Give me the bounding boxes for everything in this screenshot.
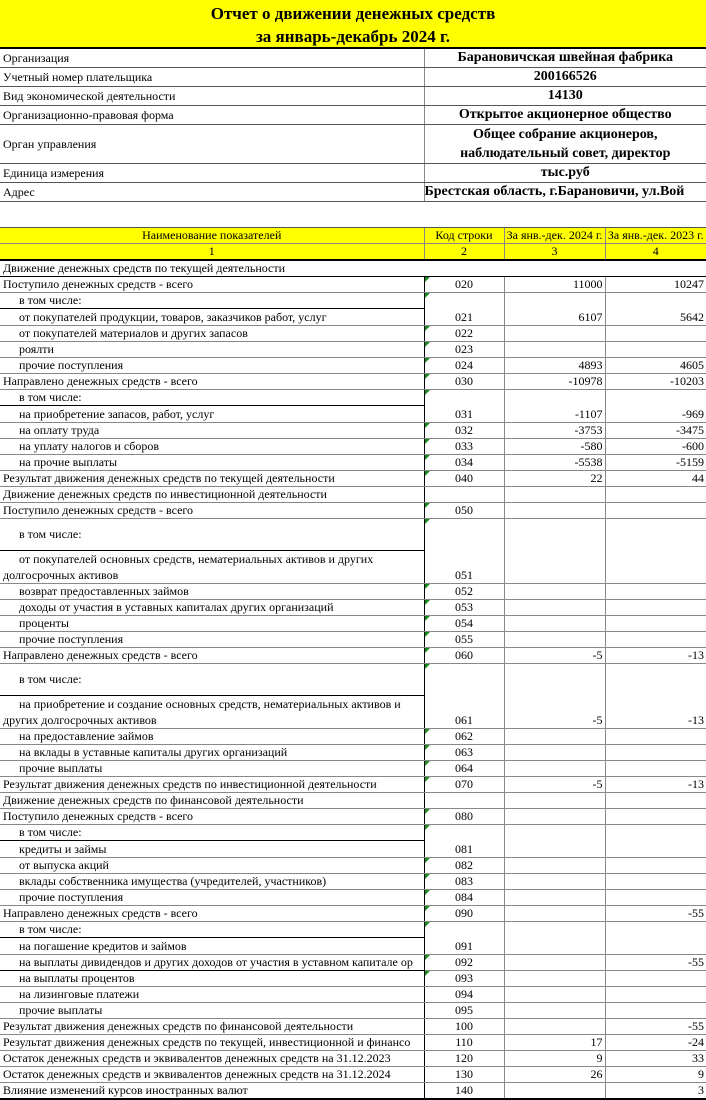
including-label: в том числе: — [0, 922, 424, 938]
value-2024[interactable] — [504, 971, 605, 987]
row-label: на оплату труда — [0, 423, 424, 439]
table-row — [0, 326, 706, 342]
value-2023[interactable] — [605, 519, 706, 584]
table-row — [0, 503, 706, 519]
value-2024[interactable]: -5 — [504, 664, 605, 729]
row-label: прочие выплаты — [0, 761, 424, 777]
value-2023[interactable] — [605, 890, 706, 906]
info-label: Организация — [0, 49, 424, 68]
column-header-2024: За янв.-дек. 2024 г. — [504, 228, 605, 244]
table-row — [0, 439, 706, 455]
info-value[interactable]: Открытое акционерное общество — [424, 106, 706, 125]
row-code: 021 — [424, 293, 504, 326]
row-code: 063 — [424, 745, 504, 761]
value-2024[interactable] — [504, 922, 605, 955]
column-header-2023: За янв.-дек. 2023 г. — [605, 228, 706, 244]
row-label — [0, 922, 424, 955]
value-2023[interactable]: 44 — [605, 471, 706, 487]
table-row — [0, 293, 706, 326]
column-header-name: Наименование показателей — [0, 228, 424, 244]
value-2023[interactable] — [605, 922, 706, 955]
table-row — [0, 1035, 706, 1051]
table-row — [0, 632, 706, 648]
row-label: от покупателей материалов и других запасов — [0, 326, 424, 342]
value-2024[interactable]: -5538 — [504, 455, 605, 471]
value-2024[interactable] — [504, 825, 605, 858]
value-2023[interactable]: 33 — [605, 1051, 706, 1067]
value-2023[interactable] — [605, 825, 706, 858]
value-2024[interactable]: 9 — [504, 1051, 605, 1067]
info-row-address — [0, 183, 706, 202]
organization-info-table — [0, 48, 706, 202]
value-2024[interactable] — [504, 503, 605, 519]
row-label — [0, 664, 424, 729]
value-2024[interactable] — [504, 809, 605, 825]
value-2024[interactable]: -3753 — [504, 423, 605, 439]
value-2024[interactable]: 17 — [504, 1035, 605, 1051]
value-2023[interactable]: 4605 — [605, 358, 706, 374]
value-2024[interactable] — [504, 584, 605, 600]
section-title: Движение денежных средств по инвестиционной деятельности — [0, 487, 424, 503]
row-code: 093 — [424, 971, 504, 987]
row-label: Результат движения денежных средств по инвестиционной деятельности — [0, 777, 424, 793]
value-2024[interactable]: 4893 — [504, 358, 605, 374]
row-code: 033 — [424, 439, 504, 455]
value-2023[interactable]: 9 — [605, 1067, 706, 1083]
column-number: 4 — [605, 244, 706, 261]
value-2024[interactable] — [504, 1083, 605, 1100]
table-row — [0, 471, 706, 487]
including-label: в том числе: — [0, 664, 424, 696]
row-code: 081 — [424, 825, 504, 858]
row-code: 051 — [424, 519, 504, 584]
row-code: 032 — [424, 423, 504, 439]
cash-flow-table — [0, 227, 706, 1100]
value-2023[interactable]: -55 — [605, 955, 706, 971]
table-row — [0, 277, 706, 293]
info-row-organization — [0, 49, 706, 68]
info-row-governing-body — [0, 125, 706, 164]
table-header-row — [0, 228, 706, 244]
value-2023[interactable] — [605, 987, 706, 1003]
row-code: 020 — [424, 277, 504, 293]
table-header-numbers-row — [0, 244, 706, 261]
value-2024[interactable] — [504, 955, 605, 971]
row-code: 054 — [424, 616, 504, 632]
row-label: Поступило денежных средств - всего — [0, 503, 424, 519]
row-label: прочие поступления — [0, 632, 424, 648]
row-label: Направлено денежных средств - всего — [0, 374, 424, 390]
value-2023[interactable] — [605, 616, 706, 632]
table-row — [0, 600, 706, 616]
row-label-text: от покупателей основных средств, нематериальных активов и других долгосрочных активов — [3, 552, 374, 582]
table-row — [0, 519, 706, 584]
row-code: 034 — [424, 455, 504, 471]
value-2024[interactable] — [504, 600, 605, 616]
report-title-line2: за январь-декабрь 2024 г. — [255, 27, 451, 46]
table-row — [0, 971, 706, 987]
empty-cell — [504, 793, 605, 809]
row-label: роялти — [0, 342, 424, 358]
value-2023[interactable] — [605, 971, 706, 987]
value-2023[interactable]: -55 — [605, 1019, 706, 1035]
table-row — [0, 423, 706, 439]
value-2023[interactable]: 10247 — [605, 277, 706, 293]
row-code: 031 — [424, 390, 504, 423]
row-label — [0, 293, 424, 326]
value-2023[interactable]: 3 — [605, 1083, 706, 1100]
value-2023[interactable] — [605, 809, 706, 825]
row-code: 070 — [424, 777, 504, 793]
value-2023[interactable]: -10203 — [605, 374, 706, 390]
including-label: в том числе: — [0, 390, 424, 406]
value-2024[interactable] — [504, 519, 605, 584]
row-code: 024 — [424, 358, 504, 374]
value-2024[interactable] — [504, 761, 605, 777]
including-label: в том числе: — [0, 519, 424, 551]
table-row — [0, 825, 706, 858]
value-2023[interactable] — [605, 858, 706, 874]
info-label: Адрес — [0, 183, 424, 202]
table-row — [0, 455, 706, 471]
row-label: на выплаты дивидендов и других доходов от участия в уставном капитале ор — [0, 955, 424, 971]
row-code: 084 — [424, 890, 504, 906]
value-2024[interactable]: -5 — [504, 648, 605, 664]
value-2023[interactable] — [605, 503, 706, 519]
column-number: 1 — [0, 244, 424, 261]
row-label: Направлено денежных средств - всего — [0, 906, 424, 922]
info-label: Орган управления — [0, 125, 424, 164]
row-label: на прочие выплаты — [0, 455, 424, 471]
info-row-activity-type — [0, 87, 706, 106]
value-2023[interactable]: -3475 — [605, 423, 706, 439]
value-2024[interactable]: -5 — [504, 777, 605, 793]
row-label: проценты — [0, 616, 424, 632]
row-label: Результат движения денежных средств по текущей, инвестиционной и финансо — [0, 1035, 424, 1051]
info-row-taxpayer-number — [0, 68, 706, 87]
table-row — [0, 1051, 706, 1067]
row-code: 064 — [424, 761, 504, 777]
row-code: 052 — [424, 584, 504, 600]
value-2024[interactable]: 11000 — [504, 277, 605, 293]
row-label: Результат движения денежных средств по финансовой деятельности — [0, 1019, 424, 1035]
value-2024[interactable] — [504, 326, 605, 342]
row-code: 090 — [424, 906, 504, 922]
row-label: Влияние изменений курсов иностранных валют — [0, 1083, 424, 1100]
row-label: на лизинговые платежи — [0, 987, 424, 1003]
column-header-code: Код строки — [424, 228, 504, 244]
row-label-text: на приобретение и создание основных средств, нематериальных активов и других долгосрочных активов — [3, 697, 401, 727]
row-label: на выплаты процентов — [0, 971, 424, 987]
row-code: 094 — [424, 987, 504, 1003]
value-2023[interactable] — [605, 584, 706, 600]
table-row — [0, 584, 706, 600]
info-label: Вид экономической деятельности — [0, 87, 424, 106]
value-2024[interactable]: -10978 — [504, 374, 605, 390]
value-2024[interactable]: -1107 — [504, 390, 605, 423]
row-label — [0, 825, 424, 858]
row-code: 080 — [424, 809, 504, 825]
section-row-operating — [0, 260, 706, 277]
value-2024[interactable]: -580 — [504, 439, 605, 455]
table-row — [0, 1083, 706, 1100]
value-2023[interactable] — [605, 632, 706, 648]
value-2023[interactable]: -969 — [605, 390, 706, 423]
value-2024[interactable]: 26 — [504, 1067, 605, 1083]
row-label — [0, 390, 424, 423]
including-label: в том числе: — [0, 825, 424, 841]
value-2024[interactable]: 6107 — [504, 293, 605, 326]
table-row — [0, 890, 706, 906]
value-2024[interactable] — [504, 890, 605, 906]
table-row — [0, 1067, 706, 1083]
row-code: 100 — [424, 1019, 504, 1035]
table-row — [0, 374, 706, 390]
info-label: Учетный номер плательщика — [0, 68, 424, 87]
value-2024[interactable] — [504, 616, 605, 632]
value-2024[interactable] — [504, 745, 605, 761]
report-title-line1: Отчет о движении денежных средств — [210, 4, 496, 23]
row-code: 050 — [424, 503, 504, 519]
info-label: Единица измерения — [0, 164, 424, 183]
column-number: 3 — [504, 244, 605, 261]
row-label: доходы от участия в уставных капиталах других организаций — [0, 600, 424, 616]
info-value[interactable]: Общее собрание акционеров, наблюдательный совет, директор — [424, 125, 706, 164]
row-code: 023 — [424, 342, 504, 358]
value-2023[interactable] — [605, 600, 706, 616]
row-label: Поступило денежных средств - всего — [0, 277, 424, 293]
section-title: Движение денежных средств по финансовой деятельности — [0, 793, 424, 809]
empty-cell — [504, 487, 605, 503]
row-code: 022 — [424, 326, 504, 342]
empty-cell — [424, 487, 504, 503]
row-label-text: на погашение кредитов и займов — [19, 939, 187, 953]
table-row — [0, 729, 706, 745]
including-label: в том числе: — [0, 293, 424, 309]
row-label: прочие поступления — [0, 890, 424, 906]
info-value[interactable]: 200166526 — [424, 68, 706, 87]
table-row — [0, 342, 706, 358]
info-row-legal-form — [0, 106, 706, 125]
empty-cell — [605, 793, 706, 809]
section-row-investing — [0, 487, 706, 503]
value-2024[interactable] — [504, 1019, 605, 1035]
row-label: прочие поступления — [0, 358, 424, 374]
value-2023[interactable] — [605, 745, 706, 761]
value-2024[interactable] — [504, 858, 605, 874]
value-2023[interactable] — [605, 874, 706, 890]
row-label-text: на приобретение запасов, работ, услуг — [19, 407, 215, 421]
section-title: Движение денежных средств по текущей деятельности — [0, 260, 706, 277]
row-code: 095 — [424, 1003, 504, 1019]
info-value[interactable]: Брестская область, г.Барановичи, ул.Вой — [424, 183, 706, 202]
value-2023[interactable]: -55 — [605, 906, 706, 922]
table-row — [0, 858, 706, 874]
value-2023[interactable] — [605, 761, 706, 777]
row-label: Направлено денежных средств - всего — [0, 648, 424, 664]
row-code: 120 — [424, 1051, 504, 1067]
table-row — [0, 1019, 706, 1035]
row-label: прочие выплаты — [0, 1003, 424, 1019]
row-code: 062 — [424, 729, 504, 745]
table-row — [0, 987, 706, 1003]
row-code: 053 — [424, 600, 504, 616]
table-row — [0, 922, 706, 955]
row-code: 060 — [424, 648, 504, 664]
row-code: 030 — [424, 374, 504, 390]
table-row — [0, 358, 706, 374]
table-row — [0, 761, 706, 777]
row-label: на вклады в уставные капиталы других организаций — [0, 745, 424, 761]
row-label: Результат движения денежных средств по текущей деятельности — [0, 471, 424, 487]
value-2023[interactable]: -600 — [605, 439, 706, 455]
value-2024[interactable] — [504, 632, 605, 648]
row-code: 061 — [424, 664, 504, 729]
info-value[interactable]: 14130 — [424, 87, 706, 106]
info-row-unit — [0, 164, 706, 183]
table-row — [0, 390, 706, 423]
row-label — [0, 519, 424, 584]
value-2023[interactable] — [605, 342, 706, 358]
info-value[interactable]: тыс.руб — [424, 164, 706, 183]
empty-cell — [605, 487, 706, 503]
value-2024[interactable] — [504, 987, 605, 1003]
table-row — [0, 648, 706, 664]
table-row — [0, 1003, 706, 1019]
value-2023[interactable]: -13 — [605, 664, 706, 729]
value-2023[interactable] — [605, 729, 706, 745]
row-code: 083 — [424, 874, 504, 890]
table-row — [0, 777, 706, 793]
row-label: вклады собственника имущества (учредителей, участников) — [0, 874, 424, 890]
value-2023[interactable]: -13 — [605, 648, 706, 664]
row-code: 140 — [424, 1083, 504, 1100]
table-row — [0, 809, 706, 825]
value-2024[interactable]: 22 — [504, 471, 605, 487]
table-row — [0, 906, 706, 922]
row-code: 130 — [424, 1067, 504, 1083]
row-code: 092 — [424, 955, 504, 971]
value-2023[interactable]: -5159 — [605, 455, 706, 471]
value-2023[interactable]: 5642 — [605, 293, 706, 326]
row-label: Остаток денежных средств и эквивалентов денежных средств на 31.12.2023 — [0, 1051, 424, 1067]
table-row — [0, 616, 706, 632]
value-2024[interactable] — [504, 906, 605, 922]
row-code: 040 — [424, 471, 504, 487]
value-2024[interactable] — [504, 1003, 605, 1019]
value-2023[interactable]: -24 — [605, 1035, 706, 1051]
section-row-financing — [0, 793, 706, 809]
empty-cell — [424, 793, 504, 809]
row-label: от выпуска акций — [0, 858, 424, 874]
value-2023[interactable] — [605, 1003, 706, 1019]
table-row — [0, 745, 706, 761]
row-code: 055 — [424, 632, 504, 648]
row-label: возврат предоставленных займов — [0, 584, 424, 600]
row-label: на уплату налогов и сборов — [0, 439, 424, 455]
row-label: Поступило денежных средств - всего — [0, 809, 424, 825]
row-code: 110 — [424, 1035, 504, 1051]
report-title — [0, 0, 706, 48]
value-2024[interactable] — [504, 342, 605, 358]
info-value[interactable]: Барановичская швейная фабрика — [424, 49, 706, 68]
value-2023[interactable]: -13 — [605, 777, 706, 793]
column-number: 2 — [424, 244, 504, 261]
value-2024[interactable] — [504, 874, 605, 890]
value-2024[interactable] — [504, 729, 605, 745]
row-label-text: кредиты и займы — [19, 842, 107, 856]
table-row — [0, 664, 706, 729]
row-label: на предоставление займов — [0, 729, 424, 745]
row-label-text: от покупателей продукции, товаров, заказчиков работ, услуг — [19, 310, 327, 324]
row-code: 091 — [424, 922, 504, 955]
row-label: Остаток денежных средств и эквивалентов денежных средств на 31.12.2024 — [0, 1067, 424, 1083]
table-row — [0, 955, 706, 971]
table-row — [0, 874, 706, 890]
info-label: Организационно-правовая форма — [0, 106, 424, 125]
value-2023[interactable] — [605, 326, 706, 342]
row-code: 082 — [424, 858, 504, 874]
